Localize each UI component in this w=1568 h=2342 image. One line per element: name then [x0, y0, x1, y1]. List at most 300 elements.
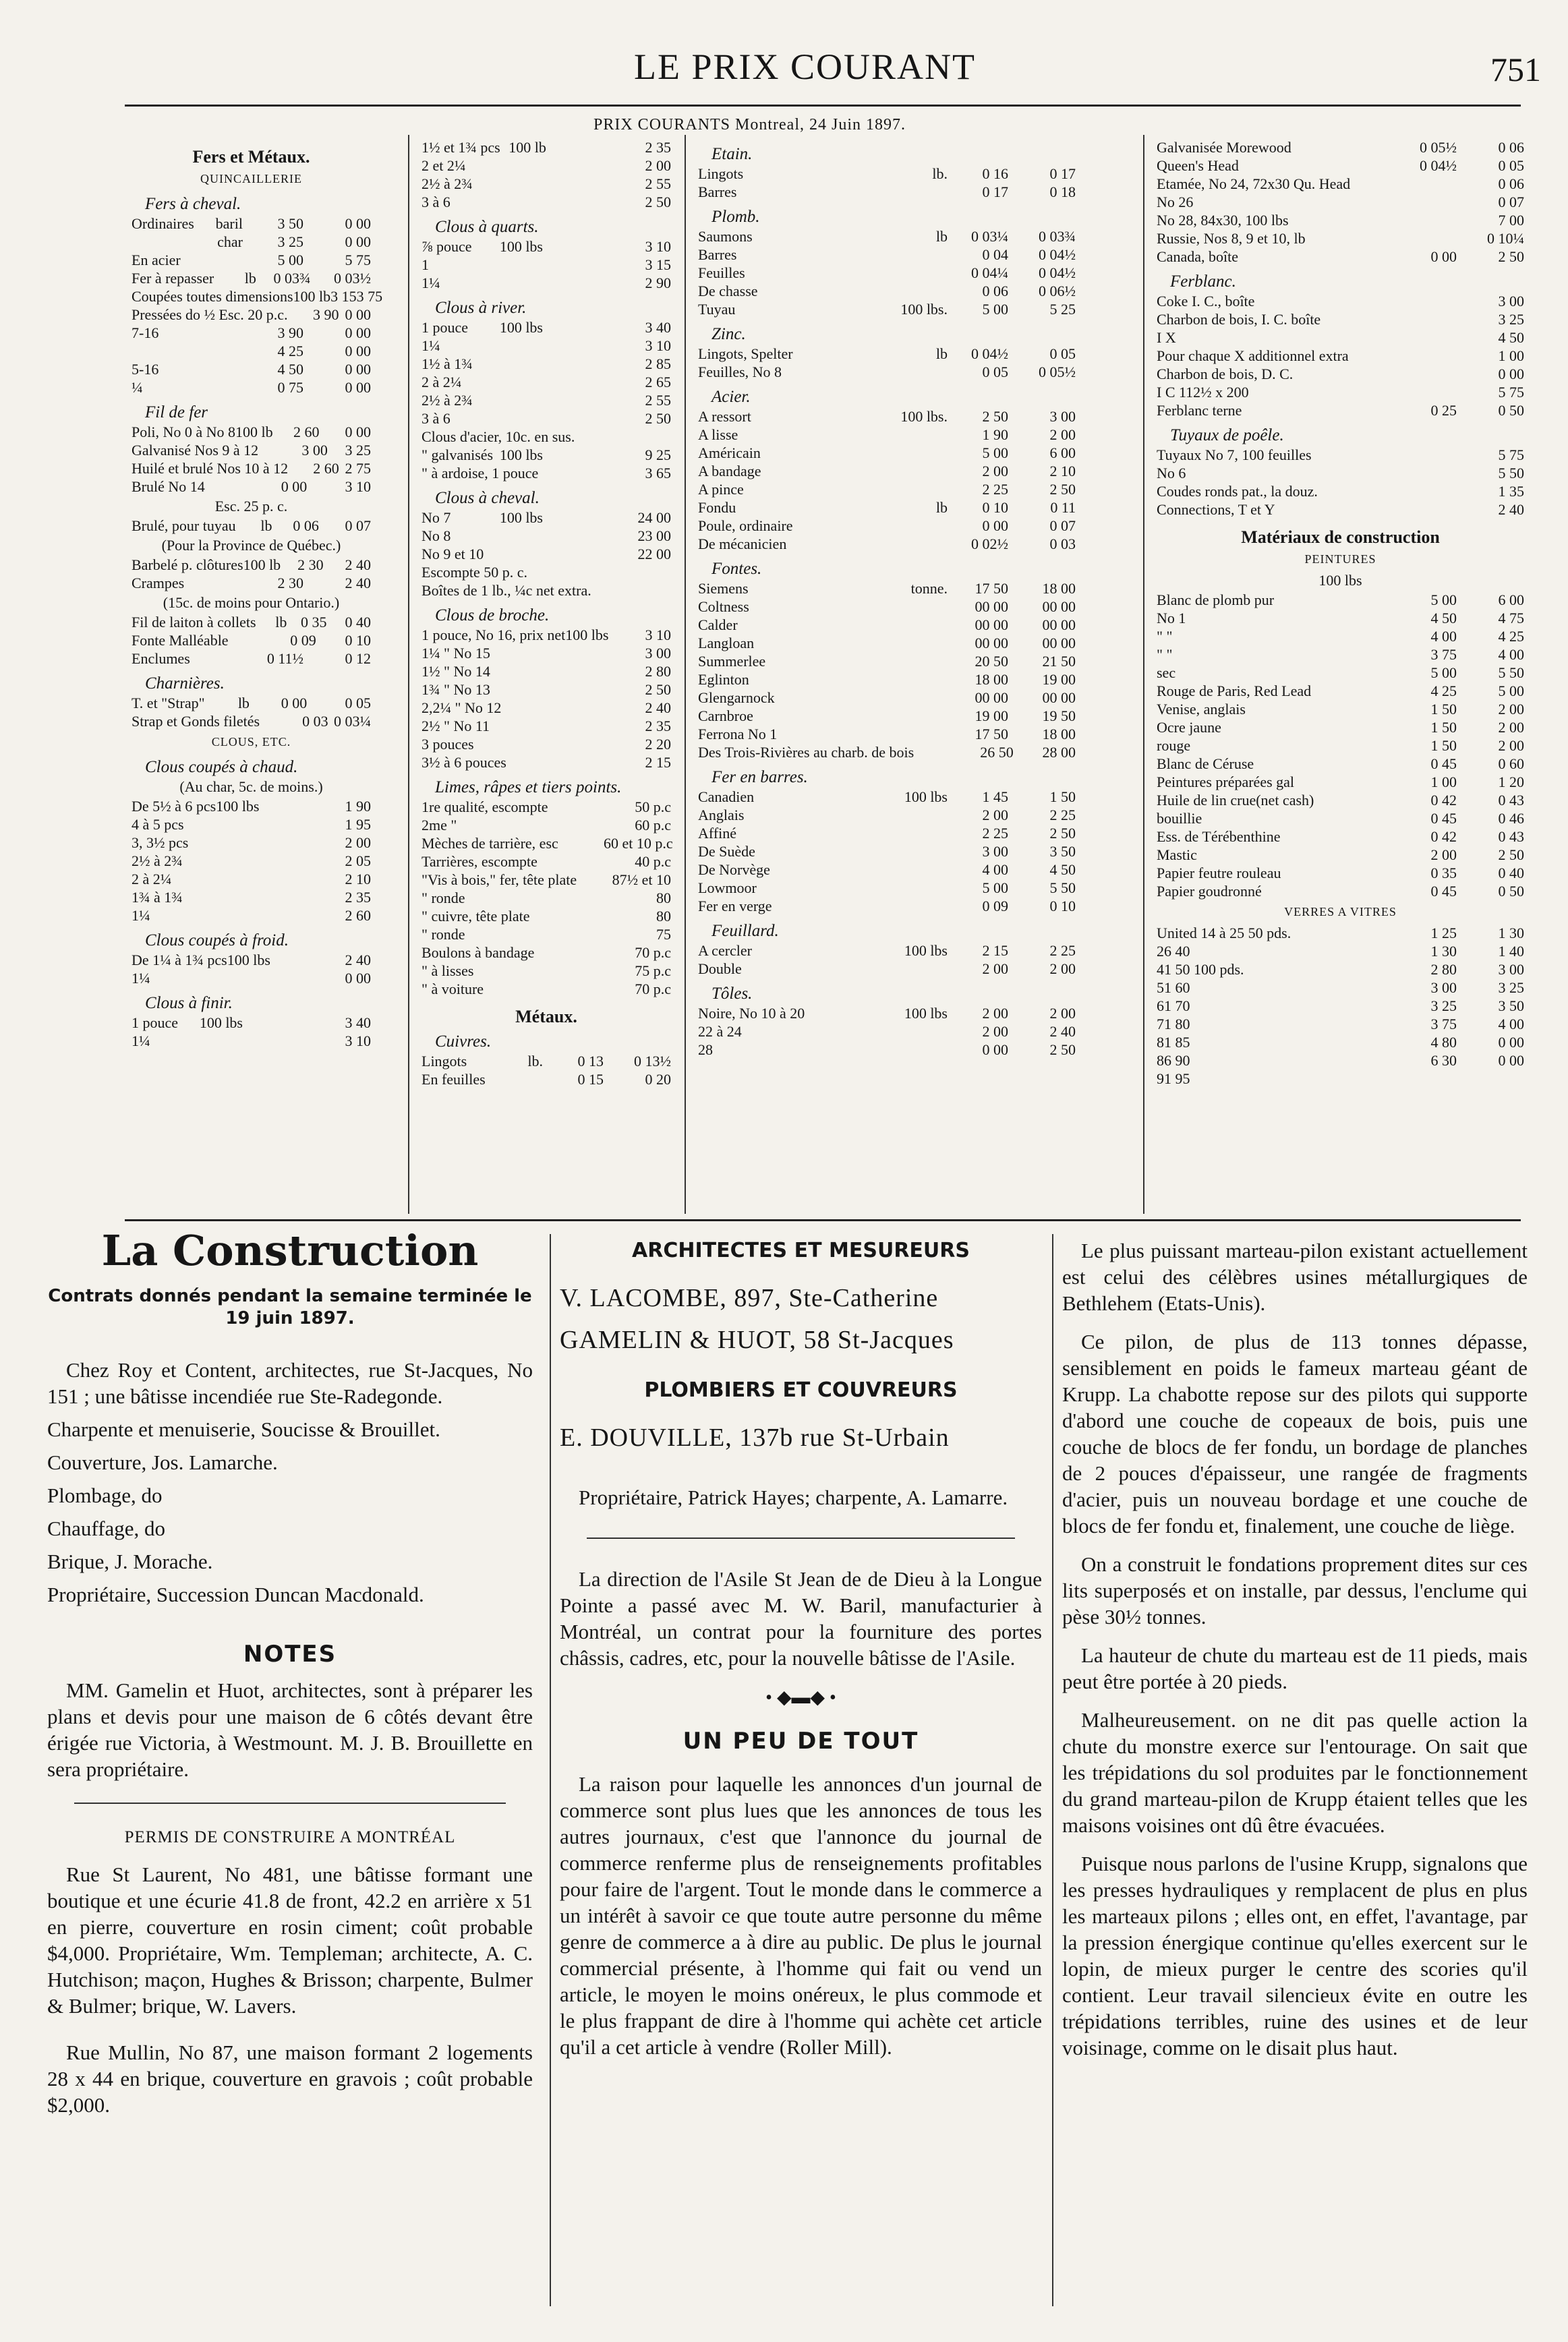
item-name: " ronde [422, 889, 465, 906]
price-low [543, 662, 604, 680]
item-name: 26 40 [1157, 943, 1190, 960]
price-low: 3 00 [301, 442, 328, 459]
price-high: 0 00 [345, 215, 371, 232]
price-low [543, 735, 604, 753]
item-unit [1349, 500, 1396, 519]
item-name: No 28, 84x30, 100 lbs [1157, 212, 1289, 229]
price-high: 0 00 [345, 379, 371, 396]
price-high: 0 03½ [334, 270, 371, 287]
item-name: Queen's Head [1157, 157, 1239, 174]
price-row [422, 274, 671, 292]
price-high: 5 75 [1498, 446, 1524, 463]
price-high: 4 00 [1498, 646, 1524, 663]
item-unit [1349, 1070, 1396, 1088]
price-low: 0 00 [982, 517, 1008, 534]
price-row [422, 256, 671, 274]
price-high: 5 75 [345, 252, 371, 268]
column-divider [408, 135, 409, 1214]
item-name: Lingots, Spelter [698, 345, 793, 362]
price-row [132, 888, 371, 906]
price-row [132, 517, 371, 535]
item-unit: lb. [932, 165, 948, 182]
item-name: Des Trois-Rivières au charb. de bois [698, 744, 914, 761]
price-row [422, 336, 671, 355]
price-high: 1 95 [345, 816, 371, 833]
item-name: Affiné [698, 825, 737, 842]
price-low: 1 50 [1430, 737, 1457, 754]
tout-paragraph: La raison pour laquelle les annonces d'un journal de commerce sont plus lues que les annonces de tous les autres journaux, c'est que l'annonce du journal de commerce renferme plus de renseignements profitables pour faire de l'argent. Tout le monde dans le commerce a un intérêt à savoir ce que toute autre personne du même genre de commerce a à dire au public. De plus le journal commercial présente, à l'homme qui fait ou vend un article, le moyen le moins onéreux, le plus commode et le plus frappant de dire à l'homme qui achète cet article qu'il a cet article à vendre (Roller Mill). [560, 1772, 1042, 2059]
price-high: 5 50 [1498, 465, 1524, 481]
item-unit: 100 lb [243, 556, 281, 573]
price-high: 50 p.c [635, 798, 671, 815]
price-high: 0 00 [1498, 1052, 1524, 1069]
price-low: 2 25 [982, 481, 1008, 498]
price-high: 0 43 [1498, 828, 1524, 845]
price-low [1396, 383, 1457, 401]
item-unit [900, 670, 948, 689]
item-unit [914, 743, 958, 761]
item-unit [900, 264, 948, 282]
price-row [698, 363, 1076, 381]
price-low [546, 138, 606, 156]
item-name: 2½ à 2¾ [132, 852, 183, 869]
price-row [1157, 1015, 1524, 1033]
price-row [698, 824, 1076, 842]
price-low: 2 50 [982, 408, 1008, 425]
price-row [422, 156, 671, 175]
price-high: 0 05½ [1039, 363, 1076, 380]
item-unit [196, 852, 243, 870]
architect-entry: V. LACOMBE, 897, Ste-Catherine [560, 1284, 939, 1312]
price-row [132, 214, 371, 233]
price-high: 0 07 [1049, 517, 1076, 534]
price-row [132, 712, 371, 730]
price-row [698, 897, 1076, 915]
price-low [568, 907, 617, 925]
price-row [422, 943, 671, 962]
price-row [698, 652, 1076, 670]
item-name: Fer en verge [698, 898, 772, 914]
item-name: Tuyau [698, 301, 736, 318]
price-low [543, 355, 604, 373]
category-heading: Clous de broche. [435, 606, 550, 624]
price-row [132, 815, 371, 833]
price-high: 0 06½ [1039, 283, 1076, 299]
item-name: Enclumes [132, 650, 190, 667]
item-name: Calder [698, 616, 738, 633]
price-row [1157, 482, 1524, 500]
price-row [422, 373, 671, 391]
price-row [422, 644, 671, 662]
price-low: 3 15 [330, 288, 357, 305]
construction-paragraph: Chauffage, do [47, 1517, 166, 1540]
price-high: 70 p.c [635, 980, 671, 997]
price-low [543, 925, 604, 943]
item-unit [900, 535, 948, 553]
item-unit [1349, 609, 1396, 627]
price-high: 1 50 [1049, 788, 1076, 805]
price-row [698, 1004, 1076, 1022]
price-column-4 [1157, 138, 1524, 1210]
price-high: 2 40 [1498, 501, 1524, 518]
item-name: 51 60 [1157, 979, 1190, 996]
price-low [543, 962, 604, 980]
price-high: 0 00 [345, 306, 371, 323]
price-low: 1 00 [1430, 773, 1457, 790]
item-name: En feuilles [422, 1071, 486, 1088]
price-high: 2 00 [1498, 701, 1524, 718]
item-unit [900, 842, 948, 860]
price-high: 3 10 [645, 626, 671, 643]
price-row [132, 287, 383, 305]
item-unit [900, 616, 948, 634]
item-unit [900, 480, 948, 498]
price-low: 2 30 [277, 575, 303, 591]
item-unit [496, 717, 543, 735]
price-low [1396, 328, 1457, 347]
price-row [132, 649, 371, 668]
price-row [698, 480, 1076, 498]
price-high: 4 25 [1498, 628, 1524, 645]
item-unit [1349, 809, 1396, 827]
item-name: Barres [698, 183, 737, 200]
item-unit [496, 925, 543, 943]
price-high: 0 00 [1498, 365, 1524, 382]
category-heading: Charnières. [145, 674, 225, 693]
price-high: 0 07 [1498, 194, 1524, 210]
price-row [698, 616, 1076, 634]
item-name: 28 [698, 1041, 713, 1058]
price-low: 0 42 [1430, 828, 1457, 845]
item-name: Ess. de Térébenthine [1157, 828, 1281, 845]
price-high: 0 00 [345, 970, 371, 987]
price-high: 2 35 [345, 889, 371, 906]
item-unit: 100 lb [293, 288, 331, 305]
item-name: 2 et 2¼ [422, 157, 466, 174]
item-name: Glengarnock [698, 689, 775, 706]
price-row [1157, 175, 1524, 193]
price-row [1157, 138, 1524, 156]
price-column-1 [132, 138, 383, 1210]
item-unit [558, 834, 578, 852]
item-name: No 8 [422, 527, 451, 544]
architects-heading: ARCHITECTES ET MESUREURS [632, 1239, 970, 1262]
price-high: 2 50 [1049, 481, 1076, 498]
price-low: 0 09 [982, 898, 1008, 914]
price-row [132, 906, 371, 925]
architect-entry: GAMELIN & HUOT, 58 St-Jacques [560, 1326, 954, 1354]
price-low: 4 80 [1430, 1034, 1457, 1051]
price-low: 17 50 [975, 580, 1008, 597]
item-unit [496, 355, 543, 373]
price-row [1157, 464, 1524, 482]
item-unit [1349, 942, 1396, 960]
price-row [698, 743, 1076, 761]
asile-paragraph: La direction de l'Asile St Jean de de Dieu à la Longue Pointe a passé avec M. W. Baril, manufacturier à Montréal, un contrat pour la fourniture des portes châssis, cadres, etc, pour la nouvelle bâtisse de l'Asile. [560, 1567, 1042, 1670]
item-unit [1349, 924, 1396, 942]
plumber-entry: E. DOUVILLE, 137b rue St-Urbain [560, 1424, 950, 1452]
price-low [243, 852, 303, 870]
item-unit [1349, 682, 1396, 700]
price-row [1157, 791, 1524, 809]
price-low: 1 30 [1430, 943, 1457, 960]
permis-paragraph: Rue St Laurent, No 481, une bâtisse formant une boutique et une écurie 41.8 de front, 42.2 en arrière x 51 en pierre, couverture en rosin ciment; coût probable $4,000. Propriétaire, Wm. Templeman; architecte, A. C. Hutchison; maçon, Hughes & Brisson; charpente, Bulmer & Bulmer; brique, W. Lavers. [47, 1863, 533, 2018]
permis-paragraphs [47, 1861, 533, 2118]
price-low [1396, 229, 1457, 247]
price-row [698, 183, 1076, 201]
price-high: 3 75 [356, 288, 383, 305]
item-unit [496, 662, 543, 680]
item-unit [900, 689, 948, 707]
price-high: 3 50 [1049, 843, 1076, 860]
price-high: 0 40 [345, 614, 371, 631]
price-row [698, 670, 1076, 689]
item-unit [577, 871, 592, 889]
price-low [543, 527, 604, 545]
item-unit [496, 644, 543, 662]
price-row [1157, 682, 1524, 700]
item-unit [1349, 645, 1396, 664]
item-name: 3, 3½ pcs [132, 834, 189, 851]
price-row [698, 498, 1076, 517]
price-high: 3 10 [645, 337, 671, 354]
price-high: 2 50 [1498, 846, 1524, 863]
item-unit [496, 409, 543, 428]
item-unit: lb [935, 228, 948, 245]
price-high: 18 00 [1042, 580, 1076, 597]
item-unit [591, 581, 613, 599]
price-low: 0 11½ [266, 650, 303, 667]
price-row [1157, 942, 1524, 960]
price-high [641, 581, 672, 599]
item-name: " à ardoise, 1 pouce [422, 465, 539, 481]
price-low: 0 10 [982, 499, 1008, 516]
item-name: Poule, ordinaire [698, 517, 793, 534]
article-paragraph: Ce pilon, de plus de 113 tonnes dépasse, sensiblement en poids le fameux marteau géant de Krupp. La chabotte repose sur des pilots qui supporte d'abord une couche de copeaux de bois, puis une couche de blocs de fer fondu, un bordage de planches de 2 pouces d'épaisseur, une rangée de fragments d'acier, puis un nouveau bordage et une couche de blocs de fer fondu et, finalement, une couche de liège. [1062, 1330, 1528, 1538]
price-row [698, 264, 1076, 282]
price-row [422, 852, 671, 871]
price-high: 0 00 [345, 233, 371, 250]
item-name: 1 pouce [422, 319, 469, 336]
section-rule [125, 1219, 1521, 1221]
price-row [422, 735, 671, 753]
price-row [698, 597, 1076, 616]
price-low: 3 75 [1430, 1016, 1457, 1032]
item-name: 2 à 2¼ [422, 374, 462, 390]
item-name: 2 à 2¼ [132, 871, 172, 887]
price-low: 3 25 [277, 233, 303, 250]
item-name: No 7 [422, 509, 451, 526]
item-unit [1349, 482, 1396, 500]
item-unit [496, 735, 543, 753]
item-name: " à lisses [422, 962, 474, 979]
price-low [1396, 446, 1457, 464]
price-row [1157, 664, 1524, 682]
item-unit [1349, 193, 1396, 211]
price-low [574, 464, 620, 482]
item-name: Ocre jaune [1157, 719, 1221, 736]
price-low: 2 00 [982, 1023, 1008, 1040]
item-name: Ordinaires [132, 215, 194, 232]
price-low [543, 446, 604, 464]
price-row [132, 797, 371, 815]
item-name: 1¼ " No 15 [422, 645, 490, 662]
item-name: 1½ à 1¾ [422, 355, 473, 372]
price-low: 0 45 [1430, 883, 1457, 900]
price-row [698, 517, 1076, 535]
item-name: Barres [698, 246, 737, 263]
price-low: 0 05 [982, 363, 1008, 380]
construction-paragraph: Propriétaire, Succession Duncan Macdonald. [47, 1583, 424, 1606]
subsection-heading: VERRES A VITRES [1284, 905, 1397, 918]
price-high [616, 563, 671, 581]
item-unit [900, 725, 948, 743]
item-unit [1349, 700, 1396, 718]
item-unit: 100 lbs [904, 942, 948, 959]
price-high: 40 p.c [635, 853, 671, 870]
price-row [132, 556, 371, 574]
item-name: Double [698, 960, 742, 977]
price-row [132, 852, 371, 870]
price-row [1157, 446, 1524, 464]
item-name: Charbon de bois, I. C. boîte [1157, 311, 1321, 328]
price-high: 2 00 [645, 157, 671, 174]
price-high: 23 00 [637, 527, 671, 544]
item-name: I C 112½ x 200 [1157, 384, 1249, 401]
article-paragraph: On a construit le fondations proprement dites sur ces lits superposés et on installe, par dessus, l'enclume qui pèse 30½ tonnes. [1062, 1552, 1528, 1629]
category-heading: Fers à cheval. [145, 195, 241, 213]
price-low: 0 00 [281, 695, 308, 711]
price-high: 3 10 [345, 1032, 371, 1049]
item-unit: lb [935, 345, 948, 362]
item-name: Américain [698, 444, 761, 461]
price-high: 0 00 [345, 343, 371, 359]
item-name: Coudes ronds pat., la douz. [1157, 483, 1318, 500]
construction-paragraph: Brique, J. Morache. [47, 1550, 213, 1573]
price-row [698, 579, 1076, 597]
item-name: Fondu [698, 499, 736, 516]
price-row [132, 441, 371, 459]
price-high: 2 00 [1049, 1005, 1076, 1022]
category-heading: Plomb. [712, 208, 760, 226]
price-low: 2 15 [982, 942, 1008, 959]
item-unit [900, 860, 948, 879]
item-name: A bandage [698, 463, 761, 479]
price-row [698, 634, 1076, 652]
price-row [422, 980, 671, 998]
price-low: 3 25 [1430, 997, 1457, 1014]
price-low: 2 30 [297, 556, 324, 573]
price-high: 0 07 [345, 517, 371, 534]
price-high: 5 50 [1049, 879, 1076, 896]
price-row [132, 574, 371, 592]
item-name: 1¼ [422, 274, 440, 291]
category-heading: Clous à quarts. [435, 218, 539, 236]
item-name: Pour chaque X additionnel extra [1157, 347, 1349, 364]
price-high: 2 85 [645, 355, 671, 372]
price-row [698, 300, 1076, 318]
price-low: 0 16 [982, 165, 1008, 182]
item-name: Coke I. C., boîte [1157, 293, 1255, 310]
item-name: 1 pouce, No 16, prix net [422, 626, 566, 643]
item-name: Anglais [698, 807, 745, 823]
right-paragraphs [1062, 1237, 1528, 2061]
item-unit [496, 545, 543, 563]
price-high: 2 15 [645, 754, 672, 771]
item-name: 1¼ [132, 970, 150, 987]
item-name: Noire, No 10 à 20 [698, 1005, 805, 1022]
column-divider [1143, 135, 1144, 1214]
price-row [1157, 773, 1524, 791]
price-row [422, 138, 671, 156]
price-low: 20 50 [975, 653, 1008, 670]
price-high: 21 50 [1042, 653, 1076, 670]
item-unit [496, 193, 543, 211]
price-row [1157, 1051, 1524, 1070]
item-name: Huile de lin crue(net cash) [1157, 792, 1314, 809]
item-unit [229, 631, 267, 649]
item-unit [496, 274, 543, 292]
item-name: T. et "Strap" [132, 695, 205, 711]
price-row [1157, 755, 1524, 773]
price-low: 6 30 [1430, 1052, 1457, 1069]
article-paragraph: Malheureusement. on ne dit pas quelle action la chute du monstre exerce sur l'entourage. On sait que les trépidations du sol produites par le fonctionnement du grand marteau-pilon de Krupp étaient telles que les maisons voisines ont dû être évacuées. [1062, 1708, 1528, 1837]
price-low: 0 13 [577, 1053, 604, 1070]
item-name: Langloan [698, 635, 755, 651]
item-name: No 6 [1157, 465, 1186, 481]
price-high: 2 00 [345, 834, 371, 851]
category-heading: Fil de fer [145, 403, 208, 421]
subsection-heading: PEINTURES [1304, 552, 1376, 566]
item-name: Fonte Malléable [132, 632, 229, 649]
item-name: Barbelé p. clôtures [132, 556, 243, 573]
item-unit [900, 879, 948, 897]
price-high: 75 p.c [635, 962, 671, 979]
price-high: 2 20 [645, 736, 671, 753]
price-high: 2 55 [645, 392, 671, 409]
price-high: 0 10¼ [1487, 230, 1524, 247]
price-high: 3 40 [345, 1014, 371, 1031]
price-high: 3 25 [345, 442, 371, 459]
price-row [698, 960, 1076, 978]
item-name: Papier feutre rouleau [1157, 865, 1281, 881]
price-low [547, 699, 606, 717]
item-unit [196, 574, 243, 592]
price-row [422, 428, 671, 446]
price-high: 3 15 [645, 256, 671, 273]
item-name: Pressées do ½ Esc. 20 p.c. [132, 306, 288, 323]
item-name [132, 342, 196, 360]
subsection-heading: CLOUS, ETC. [211, 735, 291, 749]
item-name: ⅞ pouce [422, 238, 472, 255]
price-row [698, 426, 1076, 444]
item-name: Strap et Gonds filetés [132, 713, 260, 730]
item-name: 3 à 6 [422, 194, 451, 210]
item-name: " cuivre, tête plate [422, 908, 530, 925]
item-name: 1½ " No 14 [422, 663, 490, 680]
price-low: 0 04½ [971, 345, 1008, 362]
column-divider [685, 135, 686, 1214]
price-low: 2 00 [982, 960, 1008, 977]
plumbers-list [560, 1418, 1042, 1457]
item-unit [900, 363, 948, 381]
price-low [543, 391, 604, 409]
price-high: 80 [656, 889, 671, 906]
price-low [543, 175, 604, 193]
item-unit [196, 906, 243, 925]
price-high: 7 00 [1498, 212, 1524, 229]
item-unit [1349, 960, 1396, 978]
